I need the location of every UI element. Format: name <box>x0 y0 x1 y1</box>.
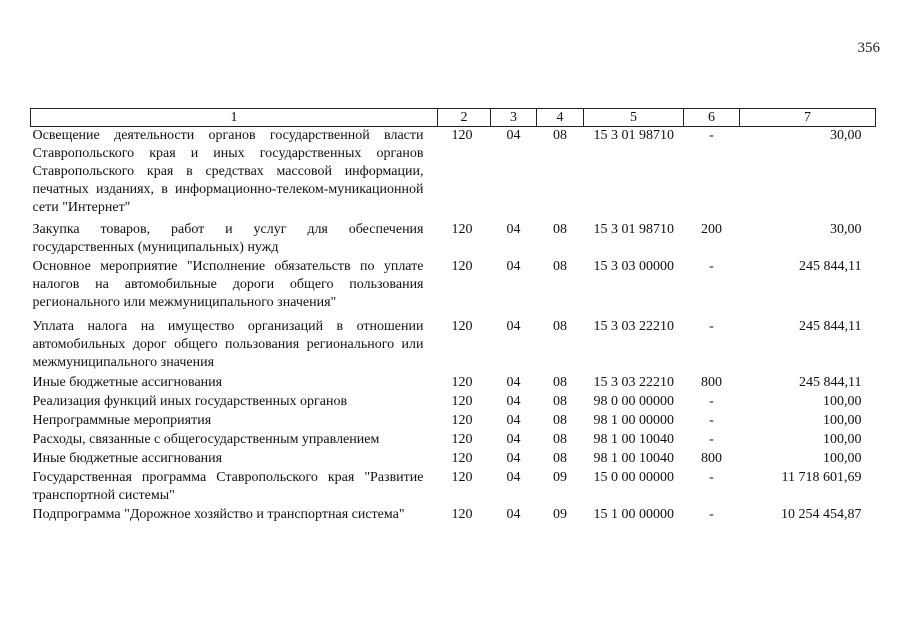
row-col-5: 98 1 00 00000 <box>593 413 674 428</box>
row-col-3: 04 <box>506 451 521 466</box>
row-col-4: 09 <box>553 507 567 522</box>
row-col-3: 04 <box>506 394 521 409</box>
row-col-4: 08 <box>553 413 567 428</box>
row-col-7: 100,00 <box>823 451 862 466</box>
table-row <box>31 469 876 506</box>
row-col-2: 120 <box>451 259 473 274</box>
table-header <box>31 109 876 127</box>
header-col-5: 5 <box>584 109 684 127</box>
table-row <box>31 374 876 393</box>
row-col-4: 08 <box>553 432 567 447</box>
table-row <box>31 431 876 450</box>
row-col-6: 800 <box>701 451 722 466</box>
header-col-2: 2 <box>438 109 491 127</box>
row-col-7: 30,00 <box>830 128 862 143</box>
table-row <box>31 318 876 374</box>
header-row <box>31 109 876 127</box>
row-col-2: 120 <box>451 413 473 428</box>
row-col-3: 04 <box>506 507 521 522</box>
row-col-5: 98 1 00 10040 <box>593 432 674 447</box>
row-col-4: 08 <box>553 451 567 466</box>
row-col-4: 08 <box>553 375 567 390</box>
row-col-3: 04 <box>506 128 521 143</box>
header-col-1: 1 <box>31 109 438 127</box>
row-col-3: 04 <box>506 319 521 334</box>
row-col-7: 100,00 <box>823 413 862 428</box>
row-name: Иные бюджетные ассигнования <box>32 451 223 466</box>
row-name: Государственная программа Ставропольского края "Развитие транспортной системы" <box>32 470 424 503</box>
row-name: Иные бюджетные ассигнования <box>32 375 223 390</box>
row-col-5: 98 0 00 00000 <box>593 394 674 409</box>
table-row <box>31 221 876 258</box>
row-col-2: 120 <box>451 451 473 466</box>
row-name: Освещение деятельности органов государственной власти Ставропольского края и иных государственных органов Ставропольского края в средствах массовой информации, печатных изданиях, в информационно-телеком-муникационной сети "Интернет" <box>32 128 424 215</box>
row-col-6: - <box>709 394 714 409</box>
row-col-2: 120 <box>451 394 473 409</box>
row-col-4: 08 <box>553 128 567 143</box>
row-col-7: 30,00 <box>830 222 862 237</box>
row-col-6: - <box>709 319 714 334</box>
row-col-6: - <box>709 259 714 274</box>
row-col-7: 11 718 601,69 <box>781 470 862 485</box>
row-col-7: 245 844,11 <box>799 319 862 334</box>
table-row <box>31 393 876 412</box>
row-name: Уплата налога на имущество организаций в отношении автомобильных дорог общего пользования регионального или межмуниципального значения <box>32 319 424 370</box>
row-col-5: 15 3 01 98710 <box>593 222 674 237</box>
table-row <box>31 506 876 543</box>
budget-table <box>30 108 876 543</box>
row-col-3: 04 <box>506 413 521 428</box>
row-col-5: 98 1 00 10040 <box>593 451 674 466</box>
row-name: Закупка товаров, работ и услуг для обеспечения государственных (муниципальных) нужд <box>32 222 424 255</box>
table-row <box>31 258 876 318</box>
table-row <box>31 450 876 469</box>
row-col-5: 15 3 03 22210 <box>593 319 674 334</box>
row-col-7: 100,00 <box>823 432 862 447</box>
row-col-5: 15 1 00 00000 <box>593 507 674 522</box>
row-col-7: 245 844,11 <box>799 259 862 274</box>
table-row <box>31 127 876 222</box>
table-row <box>31 412 876 431</box>
row-name: Непрограммные мероприятия <box>32 413 212 428</box>
row-col-5: 15 0 00 00000 <box>593 470 674 485</box>
row-col-2: 120 <box>451 319 473 334</box>
row-col-4: 08 <box>553 319 567 334</box>
row-col-2: 120 <box>451 375 473 390</box>
row-name: Реализация функций иных государственных органов <box>32 394 348 409</box>
row-col-2: 120 <box>451 128 473 143</box>
row-name: Подпрограмма "Дорожное хозяйство и транспортная система" <box>32 507 405 522</box>
row-name: Расходы, связанные с общегосударственным управлением <box>32 432 380 447</box>
row-col-6: - <box>709 128 714 143</box>
row-col-4: 08 <box>553 222 567 237</box>
row-name: Основное мероприятие "Исполнение обязательств по уплате налогов на автомобильные дороги общего пользования регионального или межмуниципального значения" <box>32 259 424 310</box>
row-col-6: - <box>709 432 714 447</box>
row-col-5: 15 3 03 22210 <box>593 375 674 390</box>
row-col-7: 245 844,11 <box>799 375 862 390</box>
row-col-7: 10 254 454,87 <box>781 507 862 522</box>
row-col-2: 120 <box>451 222 473 237</box>
header-col-3: 3 <box>491 109 537 127</box>
row-col-4: 09 <box>553 470 567 485</box>
row-col-6: 800 <box>701 375 722 390</box>
header-col-4: 4 <box>537 109 584 127</box>
row-col-6: - <box>709 507 714 522</box>
row-col-3: 04 <box>506 432 521 447</box>
row-col-5: 15 3 01 98710 <box>593 128 674 143</box>
row-col-7: 100,00 <box>823 394 862 409</box>
row-col-2: 120 <box>451 470 473 485</box>
row-col-6: 200 <box>701 222 722 237</box>
header-col-7: 7 <box>740 109 876 127</box>
row-col-3: 04 <box>506 470 521 485</box>
row-col-3: 04 <box>506 375 521 390</box>
row-col-4: 08 <box>553 259 567 274</box>
row-col-3: 04 <box>506 259 521 274</box>
row-col-3: 04 <box>506 222 521 237</box>
row-col-5: 15 3 03 00000 <box>593 259 674 274</box>
header-col-6: 6 <box>684 109 740 127</box>
row-col-2: 120 <box>451 432 473 447</box>
row-col-2: 120 <box>451 507 473 522</box>
page-number: 356 <box>857 40 880 56</box>
row-col-6: - <box>709 470 714 485</box>
row-col-4: 08 <box>553 394 567 409</box>
row-col-6: - <box>709 413 714 428</box>
